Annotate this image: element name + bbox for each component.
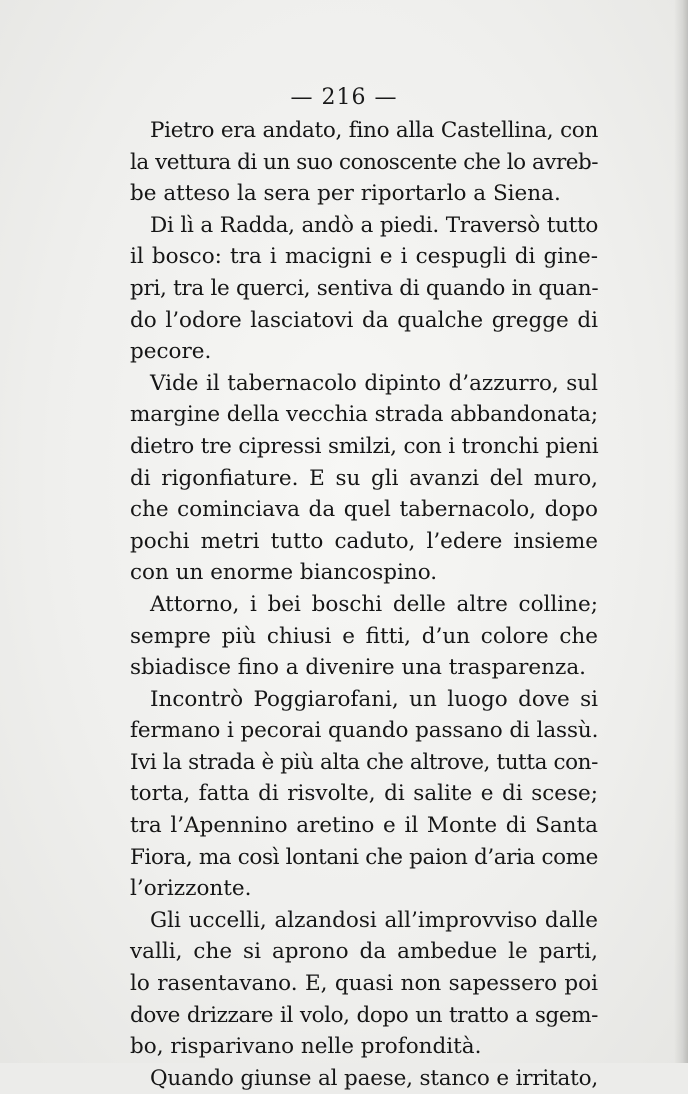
- body-text: [130, 115, 598, 1094]
- text-line: Pietro era andato, fino alla Castellina, con: [150, 118, 598, 143]
- text-line: pochi metri tutto caduto, l’edere insieme: [130, 528, 598, 554]
- page-number: — 216 —: [290, 85, 398, 110]
- text-line: pecore.: [130, 339, 212, 365]
- text-line: con un enorme biancospino.: [130, 560, 438, 586]
- text-line: che cominciava da quel tabernacolo, dopo: [130, 497, 598, 523]
- text-line: Fiora, ma così lontani che paion d’aria come: [130, 844, 598, 870]
- text-line: tra l’Apennino aretino e il Monte di Santa: [130, 813, 598, 839]
- text-line: fermano i pecorai quando passano di lassù.: [130, 718, 599, 744]
- text-line: dietro tre cipressi smilzi, con i tronchi pieni: [130, 433, 599, 459]
- text-line: Vide il tabernacolo dipinto d’azzurro, sul: [150, 370, 598, 396]
- text-line: sbiadisce fino a divenire una trasparenza.: [130, 655, 586, 681]
- text-line: Di lì a Radda, andò a piedi. Traversò tutto: [150, 212, 598, 238]
- text-line: di rigonfiature. E su gli avanzi del muro,: [130, 465, 598, 491]
- text-line: il bosco: tra i macigni e i cespugli di gine-: [130, 244, 598, 270]
- text-line: Ivi la strada è più alta che altrove, tutta con-: [130, 749, 598, 775]
- text-line: torta, fatta di risvolte, di salite e di scese;: [130, 781, 598, 807]
- text-line: Gli uccelli, alzandosi all’improvviso dalle: [150, 907, 598, 933]
- text-line: margine della vecchia strada abbandonata;: [130, 402, 598, 428]
- page-edge-shadow: [674, 0, 688, 1063]
- text-line: be atteso la sera per riportarlo a Siena.: [130, 181, 561, 207]
- text-line: l’orizzonte.: [130, 876, 252, 902]
- text-line: bo, risparivano nelle profondità.: [130, 1034, 482, 1060]
- text-line: Quando giunse al paese, stanco e irritato,: [150, 1065, 598, 1091]
- text-line: dove drizzare il volo, dopo un tratto a sgem-: [130, 1002, 598, 1028]
- text-line: Incontrò Poggiarofani, un luogo dove si: [150, 686, 598, 712]
- text-line: do l’odore lasciatovi da qualche gregge di: [130, 307, 598, 333]
- text-line: Attorno, i bei boschi delle altre colline;: [150, 591, 598, 617]
- text-line: lo rasentavano. E, quasi non sapessero poi: [130, 971, 598, 997]
- text-line: valli, che si aprono da ambedue le parti,: [130, 939, 598, 965]
- text-line: pri, tra le querci, sentiva di quando in quan-: [130, 275, 599, 301]
- text-line: la vettura di un suo conoscente che lo avreb-: [130, 149, 598, 175]
- text-line: sempre più chiusi e fitti, d’un colore che: [130, 623, 598, 649]
